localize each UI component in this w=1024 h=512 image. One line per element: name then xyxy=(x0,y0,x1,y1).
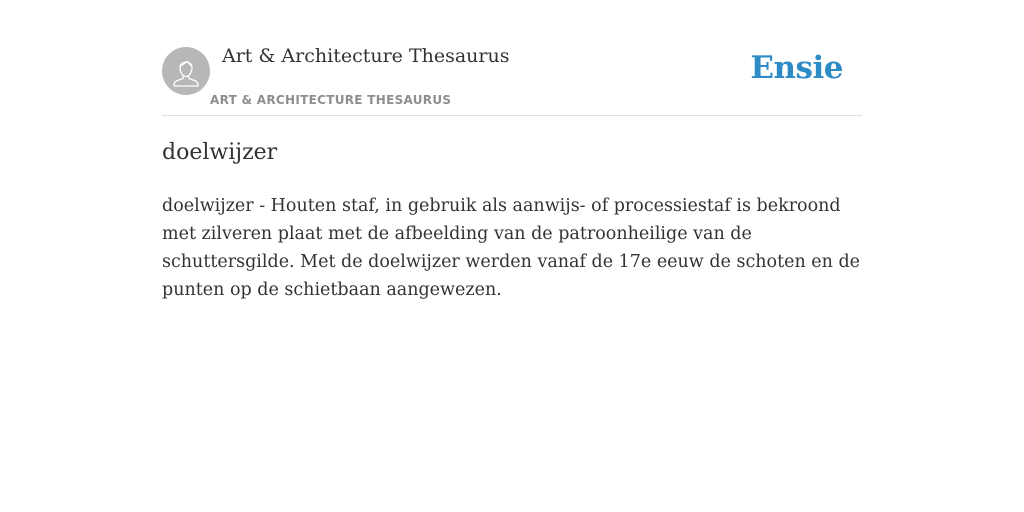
source-title-link[interactable]: Art & Architecture Thesaurus xyxy=(222,45,510,67)
source-subtitle-link[interactable]: ART & ARCHITECTURE THESAURUS xyxy=(210,93,452,107)
brand-logo[interactable]: Ensie xyxy=(750,50,843,86)
entry-definition: doelwijzer - Houten staf, in gebruik als aanwijs- of processiestaf is bekroond met zilveren plaat met de afbeelding van de patroonheilige van de schuttersgilde. Met de doelwijzer werden vanaf de 17e eeuw de schoten en de punten op de schietbaan aangewezen. xyxy=(162,196,861,300)
page-container xyxy=(162,0,862,300)
header xyxy=(162,0,862,116)
entry-title: doelwijzer xyxy=(162,140,278,165)
avatar[interactable] xyxy=(162,47,210,95)
user-silhouette-icon xyxy=(162,47,210,95)
